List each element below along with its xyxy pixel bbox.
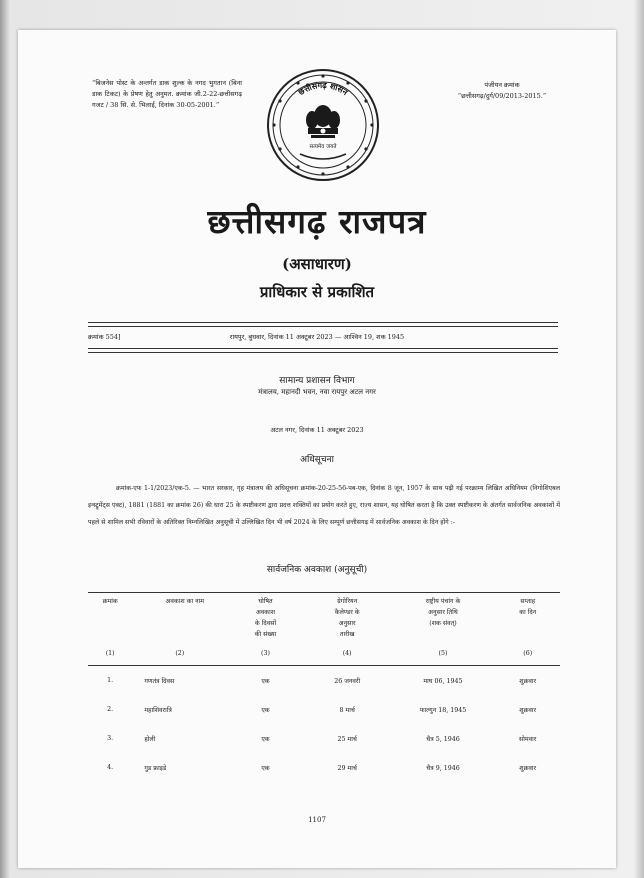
registration-block bbox=[432, 80, 572, 102]
cell-holiday-name: होली bbox=[144, 736, 156, 743]
cell-gregorian-date: 8 मार्च bbox=[339, 707, 355, 714]
column-number: (3) bbox=[227, 642, 304, 666]
column-number: (2) bbox=[132, 642, 227, 666]
gazette-subtitle-authority: प्राधिकार से प्रकाशित bbox=[259, 283, 375, 301]
cell-national-date: फाल्गुन 18, 1945 bbox=[419, 707, 467, 714]
table-row bbox=[88, 695, 560, 724]
cell-national-date: माघ 06, 1945 bbox=[423, 678, 463, 685]
cell-weekday: शुक्रवार bbox=[519, 678, 537, 685]
gazette-masthead: छत्तीसगढ़ राजपत्र bbox=[207, 202, 427, 241]
registration-label: पंजीयन क्रमांक bbox=[484, 81, 520, 89]
lion-capital-icon bbox=[306, 105, 340, 138]
cell-holiday-name: महाशिवरात्रि bbox=[144, 707, 172, 714]
header-weekday: सप्ताह का दिन bbox=[495, 593, 560, 643]
notification-heading: अधिसूचना bbox=[300, 455, 334, 465]
issue-dateline: रायपुर, बुधवार, दिनांक 11 अक्टूबर 2023 — आश्विन 19, शक 1945 bbox=[229, 333, 405, 341]
page-number: 1107 bbox=[308, 816, 326, 824]
cell-weekday: शुक्रवार bbox=[519, 707, 537, 714]
cell-serial: 1. bbox=[107, 677, 114, 684]
cell-days-count: एक bbox=[261, 736, 270, 743]
wheat-arc-icon bbox=[300, 154, 346, 159]
emblem-text: छत्तीसगढ़ शासन bbox=[296, 80, 350, 98]
postal-notice: “बिजनेस पोस्ट के अन्तर्गत डाक शुल्क के नगद भुगतान (बिना डाक टिकट) के प्रेषण हेतु अनुमत. क्रमांक जी.2-22-छत्तीसगढ़ गजट / 38 सि. से. भिलाई, दिनांक 30-05-2001.” bbox=[92, 79, 242, 109]
gazette-page bbox=[18, 30, 616, 868]
column-number: (4) bbox=[304, 642, 391, 666]
header-gregorian-date: ग्रेगोरियन कैलेण्डर के अनुसार तारीख bbox=[304, 593, 391, 643]
column-number: (1) bbox=[88, 642, 132, 666]
svg-text:छत्तीसगढ़ शासन bbox=[296, 81, 350, 98]
notification-body: क्रमांक-एफ 1-1/2023/एक-5. — भारत सरकार, गृह मंत्रालय की अधिसूचना क्रमांक-20-25-56-पब-एक, दिनांक 8 जून, 1957 के साथ पढ़ी गई परक्राम्य लिखित अधिनियम (निगोशिएबल इन्स्ट्रूमेंट्स एक्ट), 1881 (1881 का क्रमांक 26) की धारा 25 के स्पष्टीकरण द्वारा प्रदत्त शक्तियों का प्रयोग करते हुए, राज्य शासन, यह घोषित करता है कि उक्त स्पष्टीकरण के अंतर्गत सार्वजनिक अवकाशों में पहले से शामिल सभी रविवारों के अतिरिक्त निम्नलिखित अनुसूची में उल्लिखित दिन भी वर्ष 2024 के लिए सम्पूर्ण छत्तीसगढ़ में सार्वजनिक अवकाश के दिन होंगे :- bbox=[88, 485, 560, 526]
table-row bbox=[88, 666, 560, 696]
divider bbox=[88, 322, 558, 323]
issue-number: क्रमांक 554] bbox=[88, 333, 121, 341]
cell-national-date: चैत्र 5, 1946 bbox=[426, 736, 460, 743]
registration-number: “छत्तीसगढ़/दुर्ग/09/2013-2015.” bbox=[457, 92, 547, 100]
gazette-subtitle-extraordinary: (असाधारण) bbox=[282, 255, 352, 273]
header-serial: क्रमांक bbox=[88, 593, 132, 643]
cell-days-count: एक bbox=[261, 678, 270, 685]
order-date: अटल नगर, दिनांक 11 अक्टूबर 2023 bbox=[270, 426, 364, 434]
cell-gregorian-date: 25 मार्च bbox=[337, 736, 357, 743]
header-holiday-name: अवकाश का नाम bbox=[132, 593, 227, 643]
state-emblem-seal bbox=[266, 68, 380, 182]
department-address: मंत्रालय, महानदी भवन, नवा रायपुर अटल नगर bbox=[258, 388, 376, 396]
table-row bbox=[88, 724, 560, 753]
cell-weekday: सोमवार bbox=[519, 736, 537, 743]
department-name: सामान्य प्रशासन विभाग bbox=[279, 376, 355, 386]
cell-serial: 3. bbox=[107, 735, 114, 742]
cell-holiday-name: गुड फ्राइडे bbox=[144, 765, 167, 772]
emblem-motto: सत्यमेव जयते bbox=[309, 144, 337, 150]
column-number: (5) bbox=[391, 642, 496, 666]
cell-gregorian-date: 26 जनवरी bbox=[334, 678, 361, 685]
column-number: (6) bbox=[495, 642, 560, 666]
cell-serial: 4. bbox=[107, 764, 114, 771]
cell-serial: 2. bbox=[107, 706, 114, 713]
cell-days-count: एक bbox=[261, 707, 270, 714]
table-header-row bbox=[88, 593, 560, 643]
divider bbox=[88, 326, 558, 327]
holiday-table-title: सार्वजनिक अवकाश (अनुसूची) bbox=[266, 565, 368, 575]
holiday-table bbox=[88, 592, 560, 782]
cell-weekday: शुक्रवार bbox=[519, 765, 537, 772]
divider bbox=[88, 348, 558, 349]
header-days-count: घोषित अवकाश के दिवसों की संख्या bbox=[227, 593, 304, 643]
cell-national-date: चैत्र 9, 1946 bbox=[426, 765, 460, 772]
divider bbox=[88, 352, 558, 353]
table-row bbox=[88, 753, 560, 782]
table-column-number-row bbox=[88, 642, 560, 666]
header-national-calendar: राष्ट्रीय पंचांग के अनुसार तिथि (शक संवत्) bbox=[391, 593, 496, 643]
cell-holiday-name: गणतंत्र दिवस bbox=[144, 678, 175, 685]
cell-gregorian-date: 29 मार्च bbox=[337, 765, 357, 772]
cell-days-count: एक bbox=[261, 765, 270, 772]
